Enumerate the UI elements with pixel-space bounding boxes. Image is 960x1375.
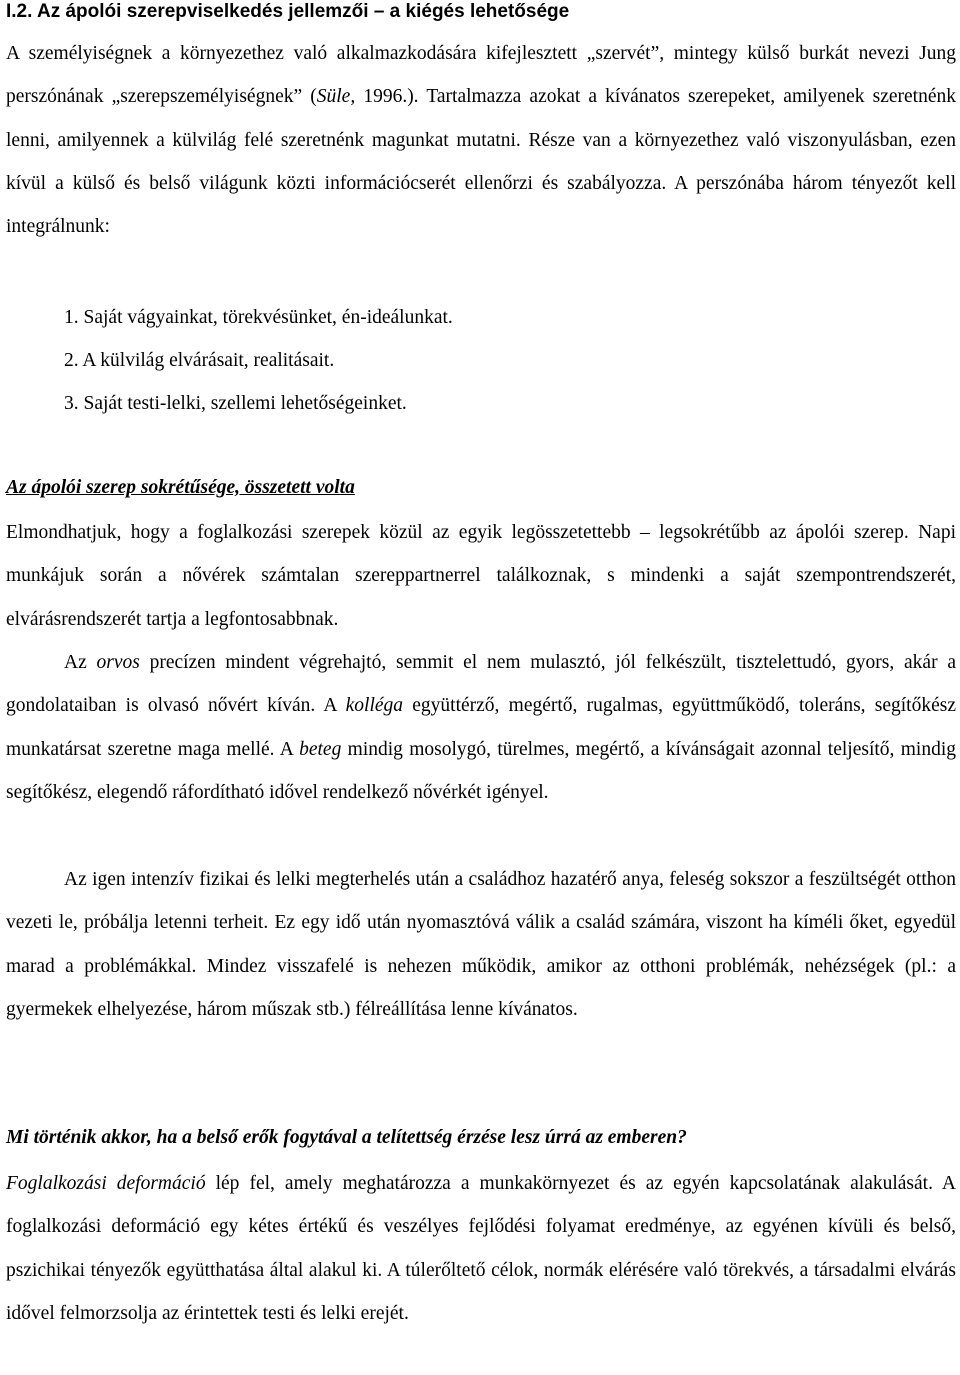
- role-p2-text-c: együttérző, megértő, rugalmas, együttműködő, toleráns, segítőkész munkatársat szeretne maga mellé. A: [6, 695, 956, 760]
- role-beteg: beteg: [299, 738, 342, 760]
- role-p2-text-b: precízen mindent végrehajtó, semmit el nem mulasztó, jól felkészült, tisztelettudó, gyors, akár a gondolataiban is olvasó nővért kíván. A: [6, 652, 956, 717]
- deformation-text: lép fel, amely meghatározza a munkakörnyezet és az egyén kapcsolatának alakulását. A foglalkozási deformáció egy kétes értékű és veszélyes fejlődési folyamat eredménye, az egyénen kívüli és belső, pszichikai tényezők együtthatása által alakul ki. A túlerőltető célok, normák elérésére való törekvés, a társadalmi elvárás idővel felmorzsolja az érintettek testi és lelki erejét.: [6, 1173, 956, 1324]
- deformation-paragraph: [6, 1162, 956, 1335]
- role-paragraph-1: Elmondhatjuk, hogy a foglalkozási szerepek közül az egyik legösszetettebb – legsokrétűbb az ápolói szerep. Napi munkájuk során a nővérek számtalan szereppartnerrel találkoznak, s mindenki a saját szempontrendszerét, elvárásrendszerét tartja a legfontosabbnak.: [6, 522, 956, 630]
- list-item-1: 1. Saját vágyainkat, törekvésünket, én-ideálunkat.: [64, 307, 453, 328]
- role-paragraph-2: [6, 641, 956, 814]
- intro-citation: Süle,: [316, 86, 356, 108]
- role-paragraph-3: Az igen intenzív fizikai és lelki megterhelés után a családhoz hazatérő anya, feleség sokszor a feszültségét otthon vezeti le, próbálja letenni terheit. Ez egy idő után nyomasztóvá válik a család számára, viszont ha kíméli őket, egyedül marad a problémákkal. Mindez visszafelé is nehezen működik, amikor az otthoni problémák, nehézségek (pl.: a gyermekek elhelyezése, három műszak stb.) félreállítása lenne kívánatos.: [6, 869, 956, 1020]
- deformation-term: Foglalkozási deformáció: [6, 1173, 206, 1194]
- role-heading: Az ápolói szerep sokrétűsége, összetett volta: [6, 477, 355, 498]
- role-p2-text-a: Az: [64, 652, 97, 673]
- intro-paragraph: [6, 32, 956, 248]
- intro-text-a: A személyiségnek a környezethez való alkalmazkodására kifejlesztett „szervét”, mintegy külső burkát nevezi Jung perszónának „szerepszemélyiségnek” (: [6, 43, 956, 108]
- role-orvos: orvos: [96, 652, 140, 673]
- list-item-2: 2. A külvilág elvárásait, realitásait.: [64, 350, 335, 371]
- role-kollega: kolléga: [345, 695, 404, 717]
- list-item-3: 3. Saját testi-lelki, szellemi lehetőségeinket.: [64, 393, 407, 414]
- section-title: I.2. Az ápolói szerepviselkedés jellemzői – a kiégés lehetősége: [6, 1, 570, 22]
- intro-text-b: 1996.). Tartalmazza azokat a kívánatos szerepeket, amilyenek szeretnénk lenni, amilyennek a külvilág felé szeretnénk magunkat mutatni. Része van a környezethez való viszonyulásban, ezen kívül a külső és belső világunk közti információcserét ellenőrzi és szabályozza. A perszónába három tényezőt kell integrálnunk:: [6, 86, 956, 238]
- role-p2-text-d: mindig mosolygó, türelmes, megértő, a kívánságait azonnal teljesítő, mindig segítőkész, elegendő ráfordítható idővel rendelkező nővérkét igényel.: [6, 738, 956, 803]
- deformation-heading: Mi történik akkor, ha a belső erők fogytával a telítettség érzése lesz úrrá az emberen?: [6, 1127, 687, 1148]
